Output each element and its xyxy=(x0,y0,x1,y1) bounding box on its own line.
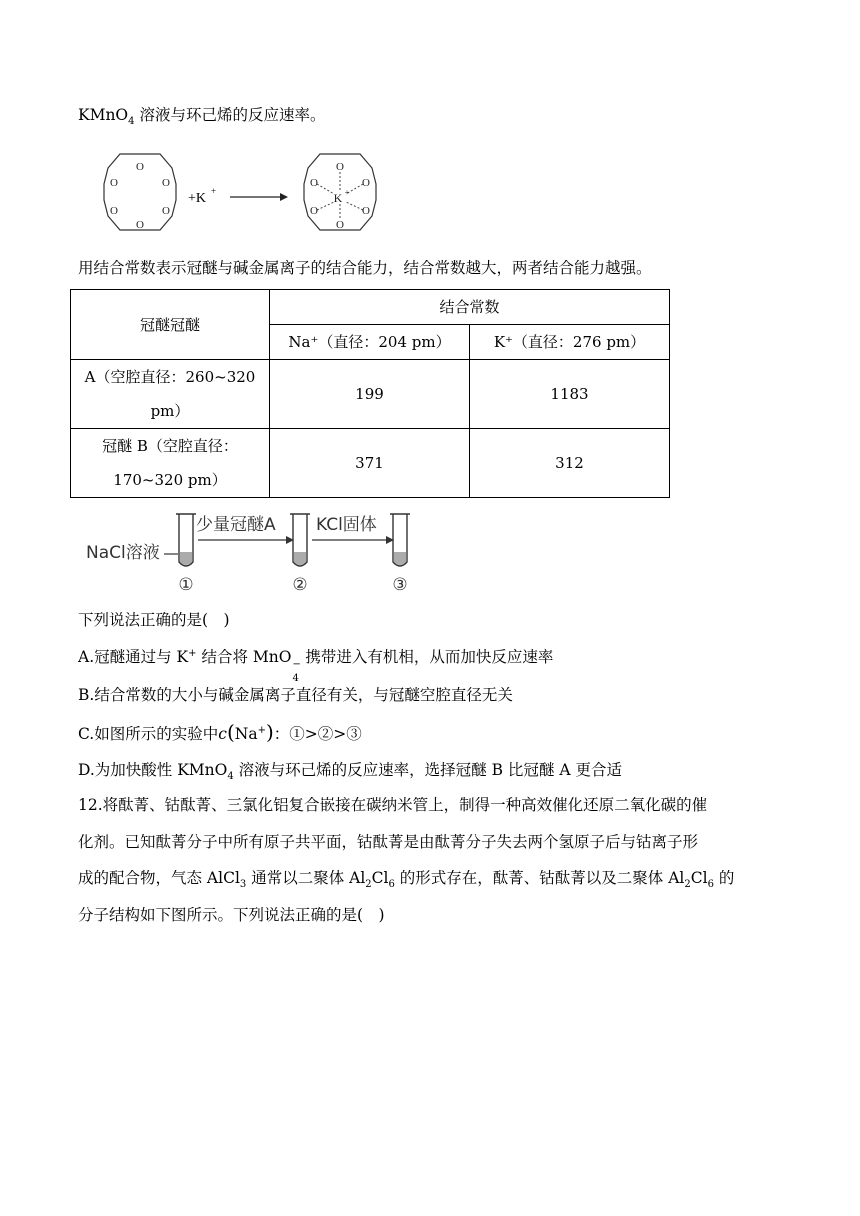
ring-o: O xyxy=(136,161,144,173)
crown-ether-ring-o-labels xyxy=(110,161,170,231)
header-crown-ether: 冠醚冠醚 xyxy=(71,290,270,360)
paren-open: ( xyxy=(226,720,235,744)
header-k: K⁺（直径：276 pm） xyxy=(470,325,670,360)
q12-text: 通常以二聚体 Al xyxy=(246,869,366,887)
q12-text: Cl xyxy=(371,869,389,887)
description-line: 用结合常数表示冠醚与碱金属离子的结合能力，结合常数越大，两者结合能力越强。 xyxy=(78,259,652,277)
q12-text: 成的配合物，气态 AlCl xyxy=(78,869,240,887)
row-label-line: 冠醚 B（空腔直径： xyxy=(102,437,238,455)
cell-value: 1183 xyxy=(470,360,670,429)
q12-line-2: 化剂。已知酞菁分子中所有原子共平面，钴酞菁是由酞菁分子失去两个氢原子后与钴离子形 xyxy=(78,833,699,851)
q12-text: 的 xyxy=(713,869,735,887)
binding-constant-table xyxy=(70,289,670,498)
ring-o: O xyxy=(310,205,318,217)
row-label-line: A（空腔直径：260~320 xyxy=(84,368,256,386)
question-stem: 下列说法正确的是( ) xyxy=(78,611,230,629)
ring-o: O xyxy=(110,205,118,217)
kmno4-text: KMnO xyxy=(78,106,129,124)
tube-2-label: ② xyxy=(292,575,308,595)
header-binding-constant: 结合常数 xyxy=(270,290,670,325)
test-tube-1 xyxy=(176,514,196,566)
row-label-line: 170~320 pm） xyxy=(113,471,227,489)
q12-text: 的形式存在，酞菁、钴酞菁以及二聚体 Al xyxy=(394,869,685,887)
test-tube-2 xyxy=(290,514,310,566)
option-text: A.冠醚通过与 K xyxy=(78,648,189,666)
subscript: 2 xyxy=(365,879,372,891)
complex-ring xyxy=(304,154,376,231)
row-label-line: pm） xyxy=(150,402,190,420)
arrow-head xyxy=(280,193,288,201)
subscript: 4 xyxy=(292,673,299,684)
ring-o: O xyxy=(162,177,170,189)
subscript: 4 xyxy=(128,116,135,128)
italic-c: c xyxy=(218,725,227,743)
crown-ether-reaction-figure xyxy=(90,140,390,240)
option-text: C.如图所示的实验中 xyxy=(78,725,219,743)
option-text: ：①>②>③ xyxy=(273,725,362,743)
option-b: B.结合常数的大小与碱金属离子直径有关，与冠醚空腔直径无关 xyxy=(78,686,513,704)
ring-o: O xyxy=(336,219,344,231)
superscript: + xyxy=(257,724,266,736)
cell-value: 371 xyxy=(270,429,470,498)
experiment-figure xyxy=(86,508,426,598)
table-row xyxy=(71,360,670,429)
option-d xyxy=(78,760,622,783)
q12-text: Cl xyxy=(690,869,708,887)
cell-value: 312 xyxy=(470,429,670,498)
tube-3-label: ③ xyxy=(392,575,408,595)
center-k: K xyxy=(333,191,343,205)
ring-o: O xyxy=(310,177,318,189)
subscript: 2 xyxy=(684,879,691,891)
subscript: 6 xyxy=(388,879,395,891)
na-text: Na xyxy=(234,725,258,743)
q12-line-1: 12.将酞菁、钴酞菁、三氯化铝复合嵌接在碳纳米管上，制得一种高效催化还原二氧化碳的催 xyxy=(78,796,708,814)
ring-o: O xyxy=(362,205,370,217)
option-text: D.为加快酸性 KMnO xyxy=(78,761,228,779)
cell-value: 199 xyxy=(270,360,470,429)
plus-k-label: +K xyxy=(188,191,207,206)
step1-label: 少量冠醚A xyxy=(196,515,276,535)
k-charge: + xyxy=(211,186,217,196)
option-a xyxy=(78,647,554,684)
ring-o: O xyxy=(110,177,118,189)
row-label xyxy=(71,429,270,498)
ring-o: O xyxy=(362,177,370,189)
subscript: 6 xyxy=(707,879,714,891)
test-tube-3 xyxy=(390,514,410,566)
subscript: 4 xyxy=(227,771,234,783)
row-label xyxy=(71,360,270,429)
intro-rest: 溶液与环己烯的反应速率。 xyxy=(134,106,326,124)
table-row xyxy=(71,429,670,498)
ring-o: O xyxy=(136,219,144,231)
option-text: 溶液与环己烯的反应速率，选择冠醚 B 比冠醚 A 更合适 xyxy=(233,761,622,779)
option-text: 结合将 MnO xyxy=(196,648,292,666)
intro-line xyxy=(78,105,326,128)
superscript: + xyxy=(188,647,197,659)
tube-1-label: ① xyxy=(178,575,194,595)
ring-o: O xyxy=(162,205,170,217)
q12-line-3 xyxy=(78,868,735,891)
paren-close: ) xyxy=(265,720,274,744)
step2-label: KCl固体 xyxy=(316,515,377,535)
option-c xyxy=(78,722,362,744)
option-text: 携带进入有机相，从而加快反应速率 xyxy=(300,648,554,666)
center-k-charge: + xyxy=(344,188,350,197)
ring-o: O xyxy=(336,161,344,173)
header-na: Na⁺（直径：204 pm） xyxy=(270,325,470,360)
q12-line-4: 分子结构如下图所示。下列说法正确的是( ) xyxy=(78,906,385,924)
subscript: 3 xyxy=(239,879,247,891)
nacl-solution-label: NaCl溶液 xyxy=(86,543,160,563)
superscript: − xyxy=(292,659,301,670)
